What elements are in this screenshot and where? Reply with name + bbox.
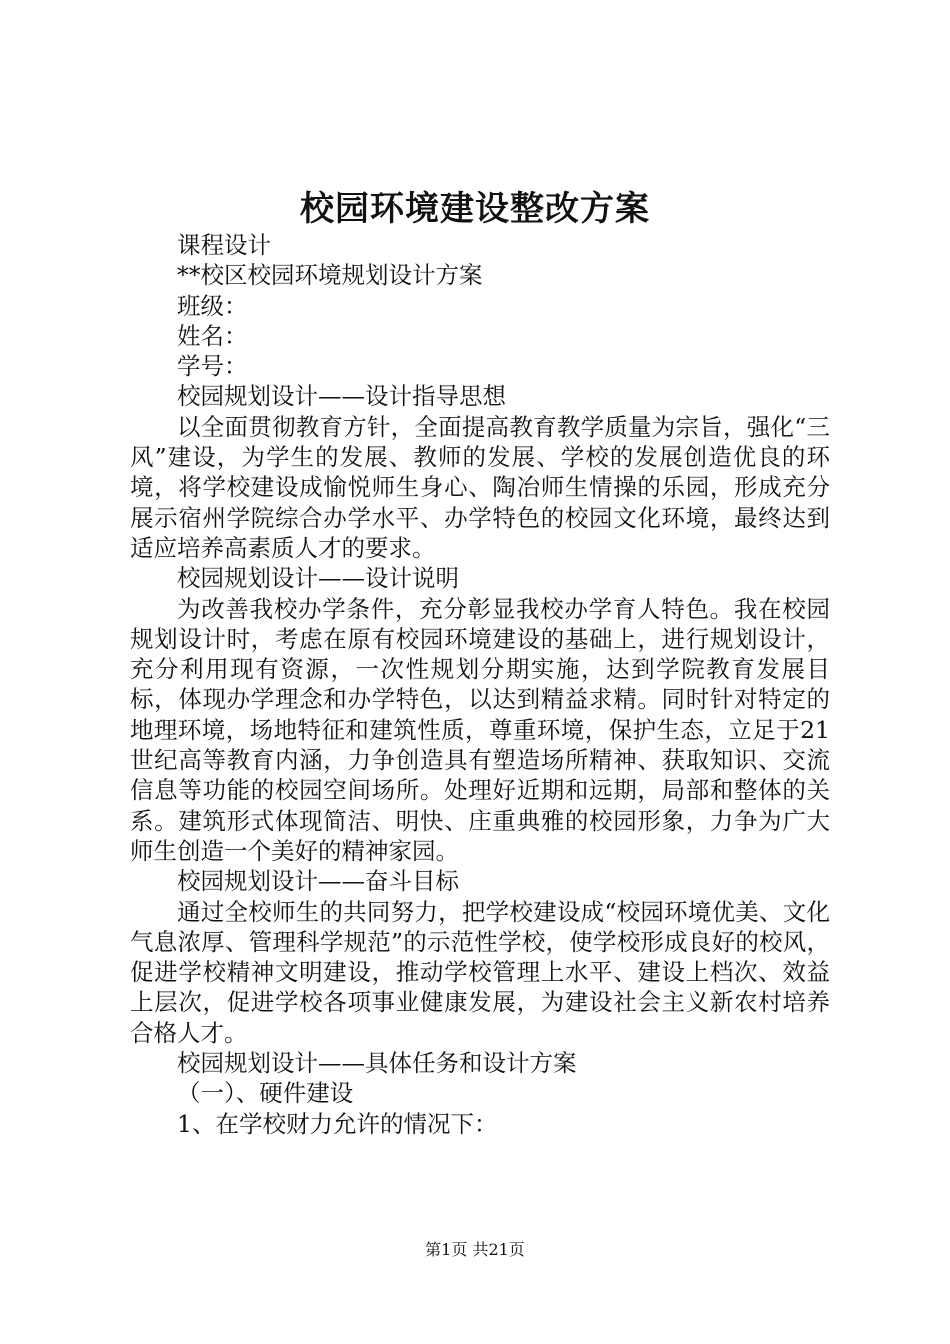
paragraph-student-id: 学号： (177, 352, 248, 381)
document-title: 校园环境建设整改方案 (300, 189, 650, 229)
section-heading-tasks: 校园规划设计——具体任务和设计方案 (177, 1049, 577, 1078)
subsection-heading-hardware: （一）、硬件建设 (177, 1079, 354, 1108)
section-heading-goals: 校园规划设计——奋斗目标 (177, 867, 459, 896)
list-item-1: 1、在学校财力允许的情况下： (177, 1109, 498, 1138)
paragraph-guiding-ideas: 以全面贯彻教育方针，全面提高教育教学质量为宗旨，强化“三风”建设，为学生的发展、教师的发展、学校的发展创造优良的环境，将学校建设成愉悦师生身心、陶冶师生情操的乐园，形成充分展示宿州学院综合办学水平、办学特色的校园文化环境，最终达到适应培养高素质人才的要求。 (130, 412, 830, 562)
paragraph-course-design: 课程设计 (177, 231, 271, 259)
document-body (130, 230, 830, 1139)
paragraph-class: 班级： (177, 291, 248, 320)
section-heading-guiding-ideas: 校园规划设计——设计指导思想 (177, 382, 506, 411)
paragraph-goals: 通过全校师生的共同努力，把学校建设成“校园环境优美、文化气息浓厚、管理科学规范”的示范性学校，使学校形成良好的校风，促进学校精神文明建设，推动学校管理上水平、建设上档次、效益上层次，促进学校各项事业健康发展，为建设社会主义新农村培养合格人才。 (130, 897, 830, 1047)
paragraph-design-notes: 为改善我校办学条件，充分彰显我校办学育人特色。我在校园规划设计时，考虑在原有校园环境建设的基础上，进行规划设计，充分利用现有资源，一次性规划分期实施，达到学院教育发展目标，体现办学理念和办学特色，以达到精益求精。同时针对特定的地理环境，场地特征和建筑性质，尊重环境，保护生态，立足于21世纪高等教育内涵，力争创造具有塑造场所精神、获取知识、交流信息等功能的校园空间场所。处理好近期和远期，局部和整体的关系。建筑形式体现简洁、明快、庄重典雅的校园形象，力争为广大师生创造一个美好的精神家园。 (130, 594, 830, 865)
paragraph-name: 姓名： (177, 321, 248, 350)
page-footer: 第1页 共21页 (425, 1240, 525, 1259)
paragraph-plan-name: **校区校园环境规划设计方案 (177, 261, 483, 290)
section-heading-design-notes: 校园规划设计——设计说明 (177, 564, 459, 593)
